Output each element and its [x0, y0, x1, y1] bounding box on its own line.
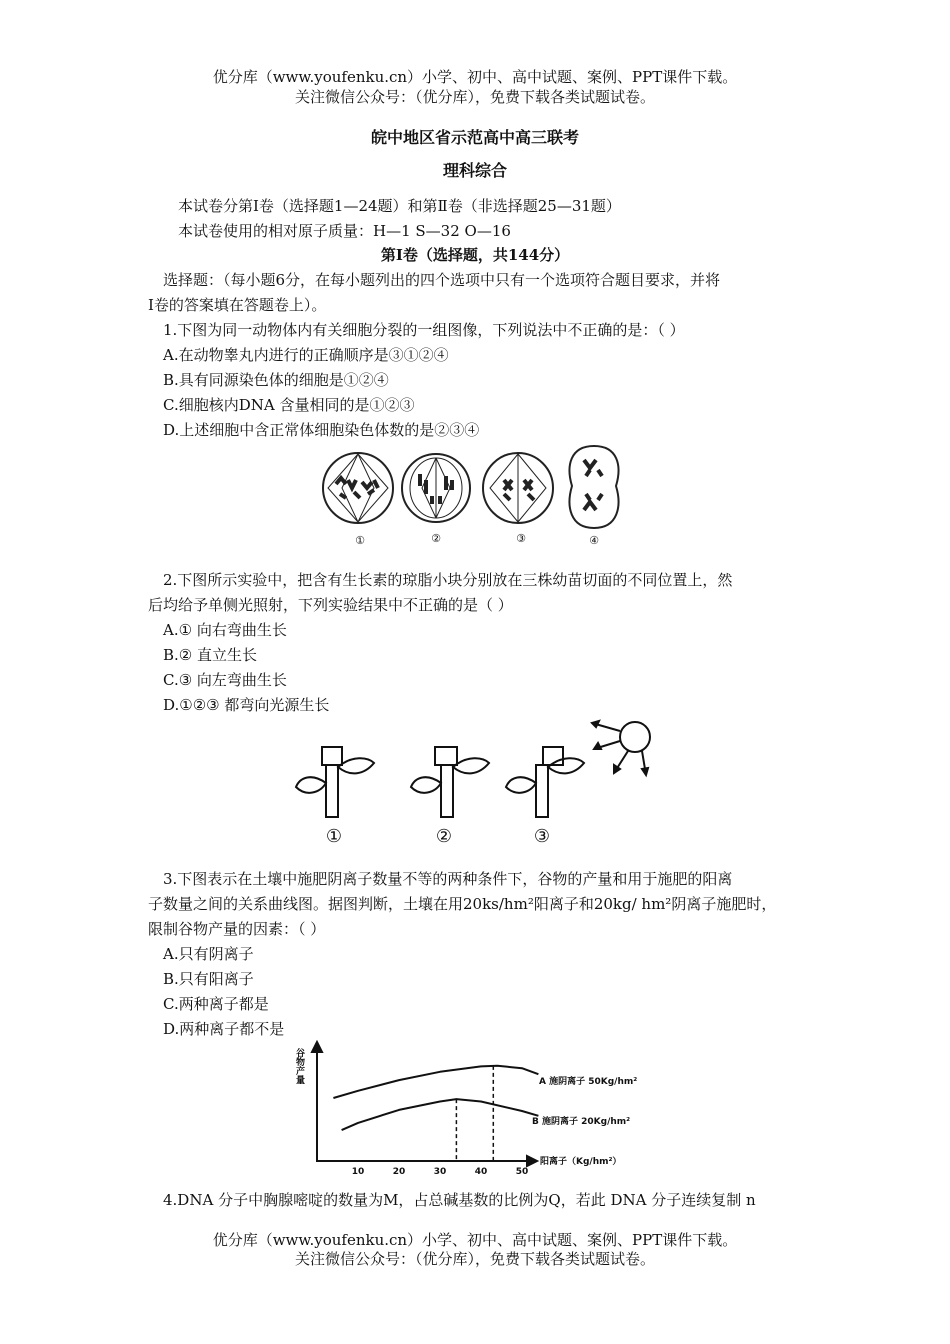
x-tick-label-50: 50 [515, 1167, 529, 1177]
q2-stem-line-2: 后均给予单侧光照射，下列实验结果中不正确的是（ ） [148, 596, 513, 614]
x-tick-label-10: 10 [351, 1167, 365, 1177]
q3-stem-line-1: 3.下图表示在土壤中施肥阴离子数量不等的两种条件下，谷物的产量和用于施肥的阳离 [163, 870, 733, 888]
cell-label-4: ④ [589, 534, 599, 547]
x-tick-label-30: 30 [433, 1167, 447, 1177]
chart-y-label: 谷物产量 [294, 1048, 304, 1084]
chart-axes-lines [317, 1044, 535, 1161]
q1-option-d: D.上述细胞中含正常体细胞染色体数的是②③④ [163, 421, 480, 439]
q2-option-c: C.③ 向左弯曲生长 [163, 671, 287, 689]
chart-x-label: 阳离子（Kg/hm²） [540, 1157, 622, 1167]
q3-option-d: D.两种离子都不是 [163, 1020, 285, 1038]
q2-option-d: D.①②③ 都弯向光源生长 [163, 696, 330, 714]
seedling-label-1: ① [325, 826, 343, 847]
series-a-line [333, 1066, 538, 1098]
x-tick-label-40: 40 [474, 1167, 488, 1177]
seedling-1 [296, 747, 374, 817]
x-tick-label-20: 20 [392, 1167, 406, 1177]
cell-division-figure [318, 440, 638, 552]
q3-option-c: C.两种离子都是 [163, 995, 269, 1013]
q3-option-b: B.只有阳离子 [163, 970, 254, 988]
q2-option-a: A.① 向右弯曲生长 [163, 621, 287, 639]
seedling-figure [290, 715, 670, 850]
footer-line-2: 关注微信公众号：（优分库），免费下载各类试题试卷。 [294, 1250, 655, 1268]
seedling-label-3: ③ [533, 826, 551, 847]
footer-line-1: 优分库（www.youfenku.cn）小学、初中、高中试题、案例、PPT课件下载。 [212, 1231, 738, 1249]
intro-line-1: 本试卷分第Ⅰ卷（选择题1—24题）和第Ⅱ卷（非选择题25—31题） [178, 197, 621, 215]
exam-title: 皖中地区省示范高中高三联考 [370, 128, 579, 147]
q1-option-a: A.在动物睾丸内进行的正确顺序是③①②④ [163, 346, 449, 364]
yield-chart [285, 1040, 665, 1180]
q3-stem-line-3: 限制谷物产量的因素：（ ） [148, 920, 326, 938]
exam-subtitle: 理科综合 [442, 161, 507, 180]
seedling-label-2: ② [435, 826, 453, 847]
series-b-line [342, 1099, 539, 1130]
series-b-label: B 施阴离子 20Kg/hm² [532, 1117, 631, 1127]
seedling-3 [506, 747, 584, 817]
header-line-1: 优分库（www.youfenku.cn）小学、初中、高中试题、案例、PPT课件下载。 [212, 68, 738, 86]
section-heading: 第Ⅰ卷（选择题，共144分） [380, 246, 570, 264]
cell-1 [323, 453, 393, 523]
q2-option-b: B.② 直立生长 [163, 646, 258, 664]
cell-label-2: ② [431, 532, 441, 545]
q4-stem: 4.DNA 分子中胸腺嘧啶的数量为M，占总碱基数的比例为Q，若此 DNA 分子连续复制 n [163, 1191, 756, 1209]
header-line-2: 关注微信公众号：（优分库），免费下载各类试题试卷。 [294, 88, 655, 106]
cell-3 [483, 453, 553, 523]
instructions-line-1: 选择题：（每小题6分，在每小题列出的四个选项中只有一个选项符合题目要求，并将 [163, 271, 721, 289]
q1-option-b: B.具有同源染色体的细胞是①②④ [163, 371, 389, 389]
intro-line-2: 本试卷使用的相对原子质量：H—1 S—32 O—16 [178, 222, 511, 240]
series-a-label: A 施阴离子 50Kg/hm² [539, 1077, 638, 1087]
q3-option-a: A.只有阴离子 [163, 945, 254, 963]
cell-label-3: ③ [516, 532, 526, 545]
cell-4 [570, 446, 619, 528]
cell-label-1: ① [355, 534, 365, 547]
q1-option-c: C.细胞核内DNA 含量相同的是①②③ [163, 396, 415, 414]
q2-stem-line-1: 2.下图所示实验中，把含有生长素的琼脂小块分别放在三株幼苗切面的不同位置上，然 [163, 571, 733, 589]
instructions-line-2: Ⅰ卷的答案填在答题卷上）。 [148, 296, 327, 314]
sun-icon [592, 721, 650, 775]
q1-stem: 1.下图为同一动物体内有关细胞分裂的一组图像，下列说法中不正确的是：（ ） [163, 321, 685, 339]
q3-stem-line-2: 子数量之间的关系曲线图。据图判断，土壤在用20ks/hm²阳离子和20kg/ hm²阴离子施肥时， [148, 895, 777, 913]
cell-2 [402, 454, 470, 522]
seedling-2 [411, 747, 489, 817]
